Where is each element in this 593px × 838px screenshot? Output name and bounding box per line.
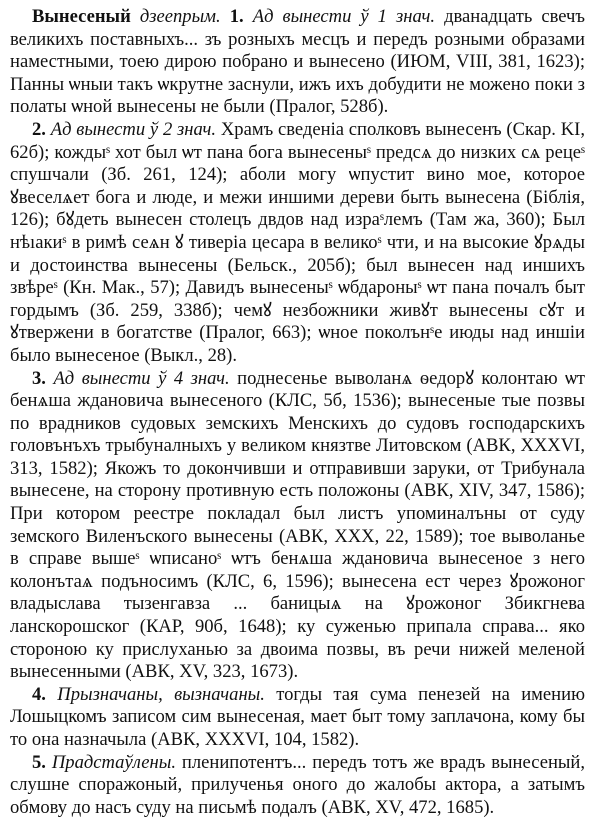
sense-text-3: поднесенье выволанѧ ѳедорꙋ колонтаю ѡт бенѧша ждановича вынесеного (КЛС, 5б, 1536); вынесеные тые позвы по врадников судовых земскихъ Менскихъ до судовъ господарскихъ головънъхъ трыбуналныхъ у великом князтве Литовском (АВК, XXXVI, 313, 1582); Якожъ то докончивши и отправивши заруки, от Трибунала вынесене, на сторону противную есть положоны (АВК, XIV, 347, 1586); При котором реестре покладал был листъ упоминалъны от суду земского Виленъского вынесены (АВК, XXX, 22, 1589); тое выволанье в справе вышеˢ ѡписаноˢ ѡтъ бенѧша ждановича вынесеное з него колонътаѧ подъносимъ (КЛС, 6, 1596); вынесена ест через ꙋрожоног владыслава тызенгавза ... баницыѧ на ꙋрожоног Збикгнева ланскорошског (КАР, 90б, 1648); ку суженью припала справа... яко стороною ку прислуханью за двоима позвы, въ речи нижей меленой вынесенными (АВК, XV, 323, 1673). [10, 367, 585, 683]
entry-sense-5 [10, 752, 585, 820]
sense-number-2: 2. [32, 118, 46, 140]
sense-number-5: 5. [32, 751, 46, 773]
sense-label-1: Ад вынести ў 1 знач. [252, 6, 436, 27]
sense-number-4: 4. [32, 683, 46, 705]
sense-label-2: Ад вынести ў 2 знач. [50, 118, 217, 140]
entry-sense-4 [10, 684, 585, 752]
entry-sense-1 [10, 6, 585, 119]
sense-text-4: тогды тая сума пенезей на имению Лошыцкомъ записом сим вынесеная, мает быт тому заплачона, кому бы то она назначыла (АВК, XXXVI, 104, 1582). [10, 683, 585, 750]
entry-sense-3 [10, 368, 585, 684]
sense-label-3: Ад вынести ў 4 знач. [53, 367, 230, 389]
sense-text-2: Храмъ сведеніа сполковъ вынесенъ (Скар. KI, 62б); кождыˢ хот был ѡт пана бога вынесеныˢ предсѧ до низких сѧ рецеˢ спушчали (Зб. 261, 124); аболи могу ѡпустит вино мое, которое ꙋвеселѧет бога и люде, и межи иншими дереви быть вынесена (Біблія, 126); бꙋдеть вынесен столецъ двдов над израˢлемъ (Там жа, 360); Был нѣıакиˢ в римѣ сеѧн ꙋ тиверіа цесара в великоˢ чти, и на высокие ꙋрѧды и достоинства вынесены (Бельск., 205б); был вынесен над иншихъ звѣреˢ (Кн. Мак., 57); Давидъ вынесеныˢ ѡбдароныˢ ѡт пана почалъ быт гордымъ (Зб. 259, 338б); чемꙋ незбожники живꙋт вынесены сꙋт и ꙋтвержени в богатстве (Пралог, 663); ѡное поколънˢе июды над иншіи было вынесеное (Выкл., 28). [10, 118, 585, 366]
sense-number-3: 3. [32, 367, 46, 389]
sense-text-5: пленипотентъ... передъ тотъ же врадъ вынесеный, слушне споражоный, прилученья оного до жалобы актора, а затымъ обмову до насъ суду на письмѣ подалъ (АВК, XV, 472, 1685). [10, 751, 585, 818]
sense-label-4: Прызначаны, вызначаны. [57, 683, 265, 705]
sense-text-1: дванадцать свечъ великихъ поставныхъ... зъ розныхъ месцъ и передъ розными образами наместными, тоею дирою побрано и вынесено (ИЮМ, VIII, 381, 1623); Панны ѡныи такъ ѡкрутне заснули, ижъ ихъ добудити не можено поки з полаты ѡной вынесены не были (Пралог, 528б). [10, 6, 585, 118]
headword: Вынесеный [32, 6, 131, 27]
entry-sense-2 [10, 119, 585, 368]
sense-label-5: Прадстаўлены. [51, 751, 177, 773]
part-of-speech: дзеепрым. [139, 6, 221, 27]
sense-number-1: 1. [229, 6, 244, 27]
